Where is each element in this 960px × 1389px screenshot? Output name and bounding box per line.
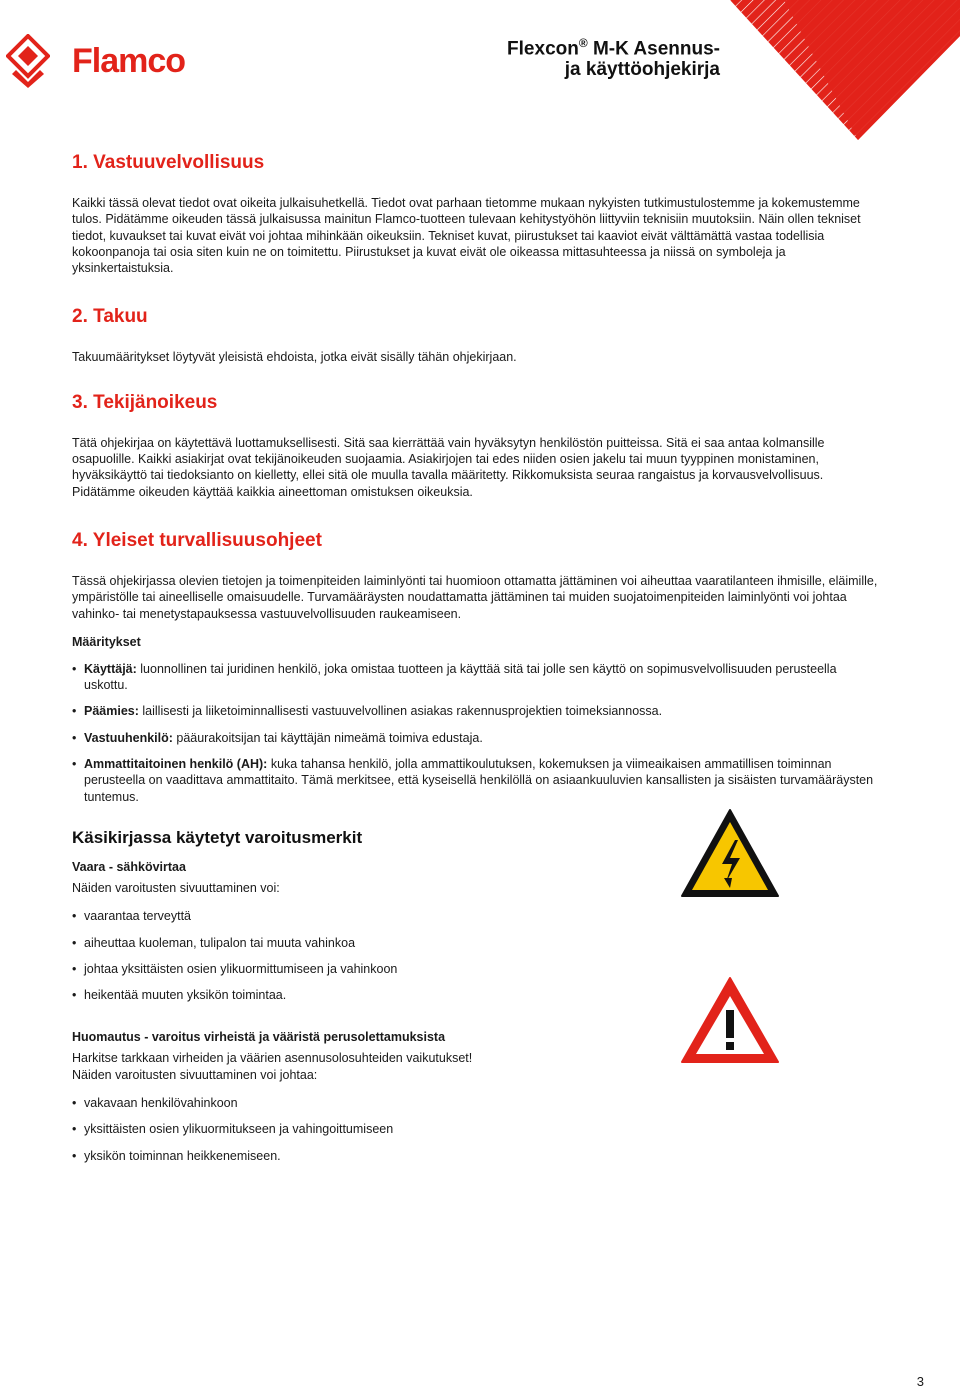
list-item: • vakavaan henkilövahinkoon (72, 1095, 632, 1111)
document-title: Flexcon® M-K Asennus- ja käyttöohjekirja (507, 36, 720, 81)
danger-list (72, 908, 632, 1003)
section-heading: 4. Yleiset turvallisuusohjeet (72, 529, 322, 551)
section-copyright (72, 390, 878, 500)
section-warranty (72, 304, 878, 365)
flamco-logo-icon (6, 34, 50, 88)
section-safety (72, 528, 878, 805)
section-heading: 2. Takuu (72, 306, 148, 328)
list-item: • vaarantaa terveyttä (72, 908, 632, 924)
section-heading: 3. Tekijänoikeus (72, 391, 218, 413)
section-body: Tässä ohjekirjassa olevien tietojen ja toimenpiteiden laiminlyönti tai huomioon ottamatta jättäminen voi aiheuttaa vaaratilanteen ihmisille, eläimille, ympäristölle tai aineelliselle omaisuudelle. Turvamääräysten noudattamatta jättäminen tai muiden suojatoimenpiteiden laiminlyönti voi johtaa vahinko- tai menetystapauksessa vastuuvelvollisuuden raukeamiseen. (72, 573, 878, 621)
caution-list (72, 1095, 632, 1164)
warning-icon (680, 976, 780, 1064)
section-heading: Käsikirjassa käytetyt varoitusmerkit (72, 827, 363, 847)
list-item: • Käyttäjä: luonnollinen tai juridinen henkilö, joka omistaa tuotteen ja käyttää sitä tai jolle sen käyttö on sopimusvelvollisuuden perusteella uskottu. (72, 661, 878, 694)
list-item: • heikentää muuten yksikön toimintaa. (72, 987, 632, 1003)
definitions-title: Määritykset (72, 634, 141, 649)
list-item: • Ammattitaitoinen henkilö (AH): kuka tahansa henkilö, jolla ammattikoulutuksen, kokemuksen ja viimeaikaisen ammatillisen toiminnan perusteella on vaadittava ammattitaito. Tämä merkitsee, että kyseisellä henkilöllä on asiaankuuluvien kansallisten ja sisäisten turvamääräysten tuntemus. (72, 756, 878, 805)
caution-intro: Harkitse tarkkaan virheiden ja väärien asennusolosuhteiden vaikutukset! (72, 1051, 473, 1066)
danger-title: Vaara - sähkövirtaa (72, 859, 186, 874)
flamco-logo (6, 34, 206, 90)
section-body: Kaikki tässä olevat tiedot ovat oikeita julkaisuhetkellä. Tiedot ovat parhaan tietomme mukaan nykyisten tutkimustulostemme ja kokemustemme tulos. Pidätämme oikeuden tässä julkaisussa mainitun Flamco-tuotteen tulevaan kehitystyöhön liittyviin teknisiin muutoksiin. Näin ollen tekniset tiedot, kuvaukset tai kuvat eivät voi johtaa mihinkään oikeuksiin. Tekniset kuvat, piirustukset tai kaaviot eivät välttämättä vastaa todellisia kokoonpanoja tai osia siten kuin ne on toimitettu. Piirustukset ja kuvat eivät ole oikeassa mittasuhteessa ja niissä on symboleja ja yksinkertaistuksia. (72, 196, 861, 276)
danger-intro: Näiden varoitusten sivuuttaminen voi: (72, 880, 280, 895)
section-heading: 1. Vastuuvelvollisuus (72, 152, 265, 173)
section-body: Tätä ohjekirjaa on käytettävä luottamuksellisesti. Sitä saa kierrättää vain hyväksytyn henkilöstön puitteissa. Sitä ei saa antaa kolmansille osapuolille. Kaikki asiakirjat ovat tekijänoikeuden suojaamia. Asiakirjojen tai edes niiden osien jakelu tai muun tyyppinen monistaminen, hyväksikäyttö tai tiedoksianto on kielletty, ellei sitä ole muulla tavalla määritetty. Rikkomuksista seuraa rangaistus ja korvausvelvollisuus. Pidätämme oikeuden käyttää kaikkia aineettoman omistuksen oikeuksia. (72, 435, 825, 499)
caution-title: Huomautus - varoitus virheistä ja vääristä perusolettamuksista (72, 1030, 446, 1045)
section-disclaimer (72, 150, 878, 276)
list-item: • yksittäisten osien ylikuormitukseen ja vahingoittumiseen (72, 1121, 632, 1137)
list-item: • aiheuttaa kuoleman, tulipalon tai muuta vahinkoa (72, 935, 632, 951)
list-item: • Päämies: laillisesti ja liiketoiminnallisesti vastuuvelvollinen asiakas rakennusprojektien toimeksiannossa. (72, 703, 878, 719)
list-item: • yksikön toiminnan heikkenemiseen. (72, 1148, 632, 1164)
page-number: 3 (916, 1374, 924, 1389)
caution-intro-2: Näiden varoitusten sivuuttaminen voi johtaa: (72, 1067, 318, 1082)
logo-text: Flamco (72, 42, 186, 80)
definitions-list (72, 661, 878, 805)
section-body: Takuumääritykset löytyvät yleisistä ehdoista, jotka eivät sisälly tähän ohjekirjaan. (72, 350, 517, 365)
electric-hazard-icon (680, 808, 780, 898)
corner-decoration (730, 0, 960, 140)
list-item: • Vastuuhenkilö: pääurakoitsijan tai käyttäjän nimeämä toimiva edustaja. (72, 730, 878, 746)
list-item: • johtaa yksittäisten osien ylikuormittumiseen ja vahinkoon (72, 961, 632, 977)
